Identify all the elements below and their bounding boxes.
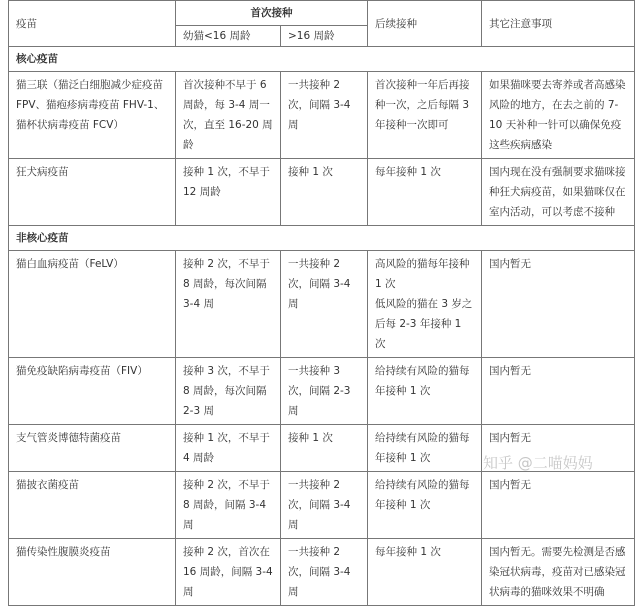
cell-kitten: 接种 2 次，不早于 8 周龄，每次间隔 3-4 周 bbox=[176, 251, 281, 358]
cell-kitten: 接种 2 次，不早于 8 周龄，间隔 3-4 周 bbox=[176, 472, 281, 539]
cell-notes: 如果猫咪要去寄养或者高感染风险的地方，在去之前的 7-10 天补种一针可以确保免疫这些疾病感染 bbox=[482, 72, 635, 159]
header-booster: 后续接种 bbox=[368, 1, 482, 47]
cell-booster: 给持续有风险的猫每年接种 1 次 bbox=[368, 425, 482, 472]
cell-kitten: 接种 1 次，不早于 12 周龄 bbox=[176, 159, 281, 226]
cell-name: 支气管炎博德特菌疫苗 bbox=[9, 425, 176, 472]
cell-kitten: 接种 1 次，不早于 4 周龄 bbox=[176, 425, 281, 472]
cell-notes: 国内暂无 bbox=[482, 472, 635, 539]
table-row bbox=[9, 358, 635, 425]
cell-adult: 接种 1 次 bbox=[281, 159, 368, 226]
header-vaccine: 疫苗 bbox=[9, 1, 176, 47]
watermark: 知乎 @二喵妈妈 bbox=[483, 454, 593, 472]
cell-booster: 给持续有风险的猫每年接种 1 次 bbox=[368, 472, 482, 539]
booster-high-risk: 高风险的猫每年接种 1 次 bbox=[375, 258, 470, 290]
cell-booster: 每年接种 1 次 bbox=[368, 539, 482, 606]
table-row bbox=[9, 72, 635, 159]
header-adult: >16 周龄 bbox=[281, 26, 368, 47]
cell-adult: 一共接种 3 次，间隔 2-3 周 bbox=[281, 358, 368, 425]
cell-adult: 一共接种 2 次，间隔 3-4 周 bbox=[281, 472, 368, 539]
cell-name: 狂犬病疫苗 bbox=[9, 159, 176, 226]
cell-notes: 国内现在没有强制要求猫咪接种狂犬病疫苗，如果猫咪仅在室内活动，可以考虑不接种 bbox=[482, 159, 635, 226]
table-row bbox=[9, 425, 635, 472]
header-notes: 其它注意事项 bbox=[482, 1, 635, 47]
table-row bbox=[9, 539, 635, 606]
cell-notes: 国内暂无 bbox=[482, 251, 635, 358]
header-kitten: 幼猫<16 周龄 bbox=[176, 26, 281, 47]
cell-booster: 给持续有风险的猫每年接种 1 次 bbox=[368, 358, 482, 425]
cell-adult: 一共接种 2 次，间隔 3-4 周 bbox=[281, 251, 368, 358]
cell-kitten: 首次接种不早于 6 周龄，每 3-4 周一次，直至 16-20 周龄 bbox=[176, 72, 281, 159]
section-row bbox=[9, 47, 635, 72]
table-row bbox=[9, 159, 635, 226]
section-title: 核心疫苗 bbox=[9, 47, 635, 72]
cell-name: 猫披衣菌疫苗 bbox=[9, 472, 176, 539]
booster-low-risk: 低风险的猫在 3 岁之后每 2-3 年接种 1 次 bbox=[375, 298, 473, 350]
cell-name: 猫三联（猫泛白细胞减少症疫苗 FPV、猫疱疹病毒疫苗 FHV-1、猫杯状病毒疫苗 FCV） bbox=[9, 72, 176, 159]
section-row bbox=[9, 226, 635, 251]
cell-kitten: 接种 2 次，首次在 16 周龄，间隔 3-4 周 bbox=[176, 539, 281, 606]
header-first-dose: 首次接种 bbox=[176, 1, 368, 26]
cell-notes: 国内暂无 bbox=[482, 425, 635, 472]
table-row bbox=[9, 251, 635, 358]
cell-notes: 国内暂无。需要先检测是否感染冠状病毒，疫苗对已感染冠状病毒的猫咪效果不明确 bbox=[482, 539, 635, 606]
cell-booster bbox=[368, 251, 482, 358]
cell-name: 猫传染性腹膜炎疫苗 bbox=[9, 539, 176, 606]
cell-notes: 国内暂无 bbox=[482, 358, 635, 425]
cell-adult: 接种 1 次 bbox=[281, 425, 368, 472]
cell-adult: 一共接种 2 次，间隔 3-4 周 bbox=[281, 539, 368, 606]
section-title: 非核心疫苗 bbox=[9, 226, 635, 251]
cell-booster: 首次接种一年后再接种一次，之后每隔 3 年接种一次即可 bbox=[368, 72, 482, 159]
header-row bbox=[9, 1, 635, 26]
cell-name: 猫免疫缺陷病毒疫苗（FIV） bbox=[9, 358, 176, 425]
cell-adult: 一共接种 2 次，间隔 3-4 周 bbox=[281, 72, 368, 159]
table-row bbox=[9, 472, 635, 539]
cell-kitten: 接种 3 次，不早于 8 周龄，每次间隔 2-3 周 bbox=[176, 358, 281, 425]
vaccine-table bbox=[8, 0, 635, 606]
cell-booster: 每年接种 1 次 bbox=[368, 159, 482, 226]
cell-name: 猫白血病疫苗（FeLV） bbox=[9, 251, 176, 358]
